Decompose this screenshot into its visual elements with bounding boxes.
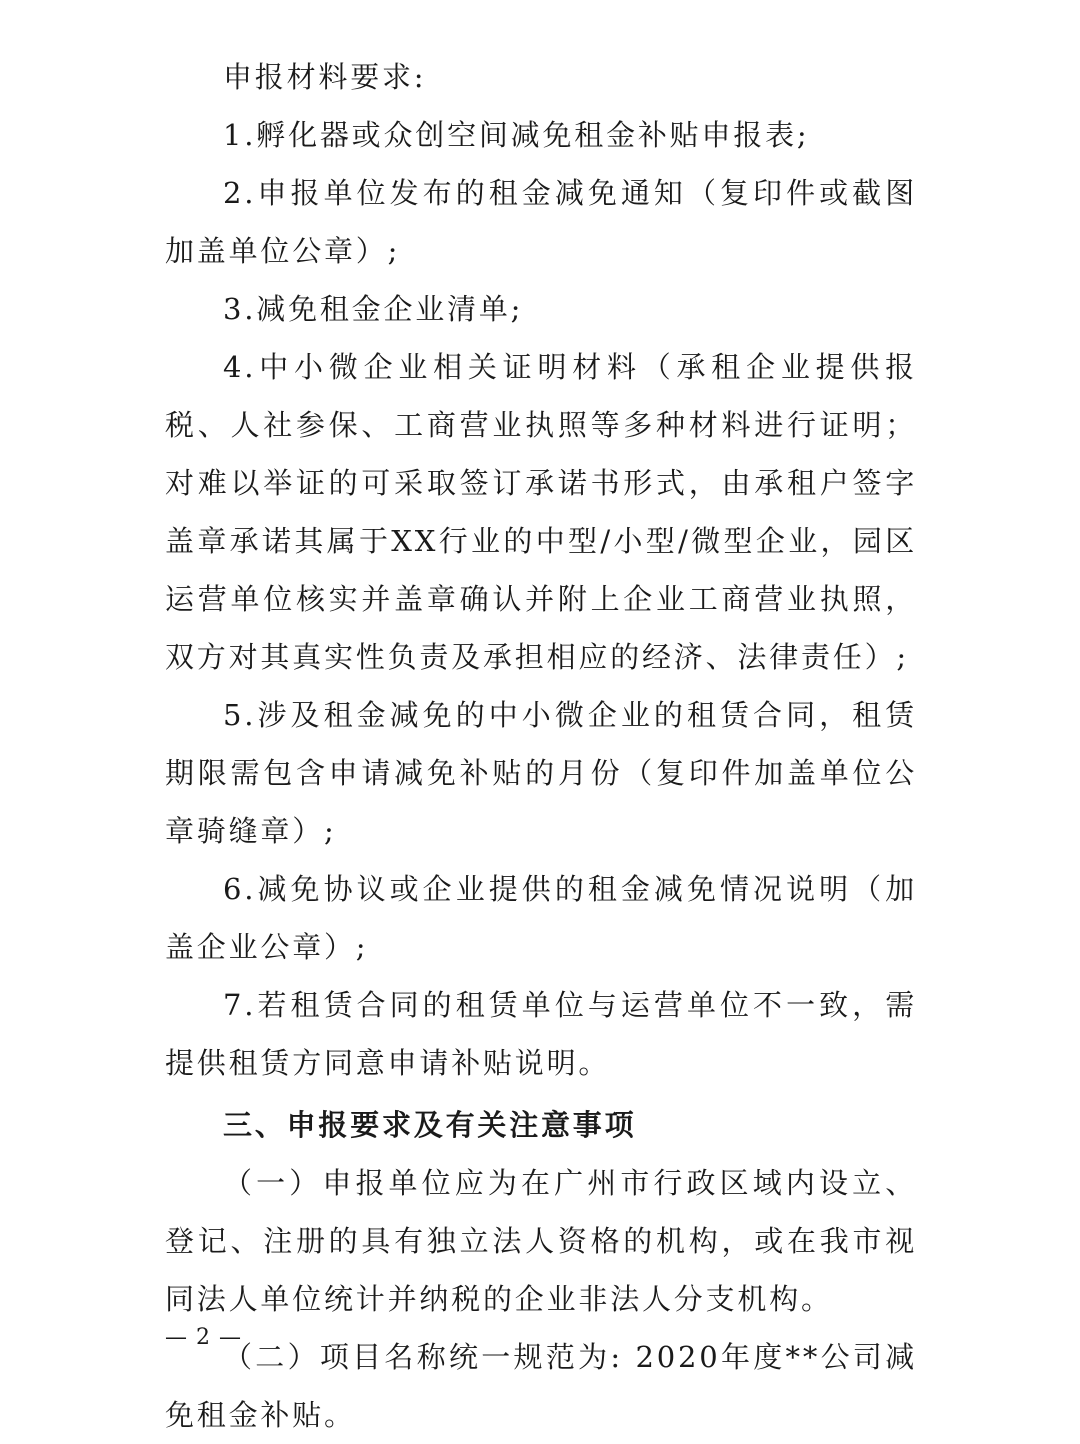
requirement-item-1: （一）申报单位应为在广州市行政区域内设立、登记、注册的具有独立法人资格的机构，或在我市视同法人单位统计并纳税的企业非法人分支机构。 [165,1166,917,1316]
material-item-6: 6.减免协议或企业提供的租金减免情况说明（加盖企业公章）; [165,872,917,964]
section-heading: 三、申报要求及有关注意事项 [223,1108,637,1142]
materials-intro: 申报材料要求: [223,60,427,94]
material-item-5: 5.涉及租金减免的中小微企业的租赁合同，租赁期限需包含申请减免补贴的月份（复印件加盖单位公章骑缝章）; [165,698,917,848]
material-item-3: 3.减免租金企业清单; [223,292,524,326]
material-item-4: 4.中小微企业相关证明材料（承租企业提供报税、人社参保、工商营业执照等多种材料进行证明；对难以举证的可采取签订承诺书形式，由承租户签字盖章承诺其属于XX行业的中型/小型/微型企业，园区运营单位核实并盖章确认并附上企业工商营业执照，双方对其真实性负责及承担相应的经济、法律责任）; [165,350,917,674]
material-item-2: 2.申报单位发布的租金减免通知（复印件或截图加盖单位公章）; [165,176,917,268]
page-number: — 2 — [165,1325,242,1350]
requirement-item-2: （二）项目名称统一规范为: 2020年度**公司减免租金补贴。 [165,1340,917,1432]
material-item-1: 1.孵化器或众创空间减免租金补贴申报表; [223,118,810,152]
document-page [165,48,917,1444]
material-item-7: 7.若租赁合同的租赁单位与运营单位不一致，需提供租赁方同意申请补贴说明。 [165,988,917,1080]
